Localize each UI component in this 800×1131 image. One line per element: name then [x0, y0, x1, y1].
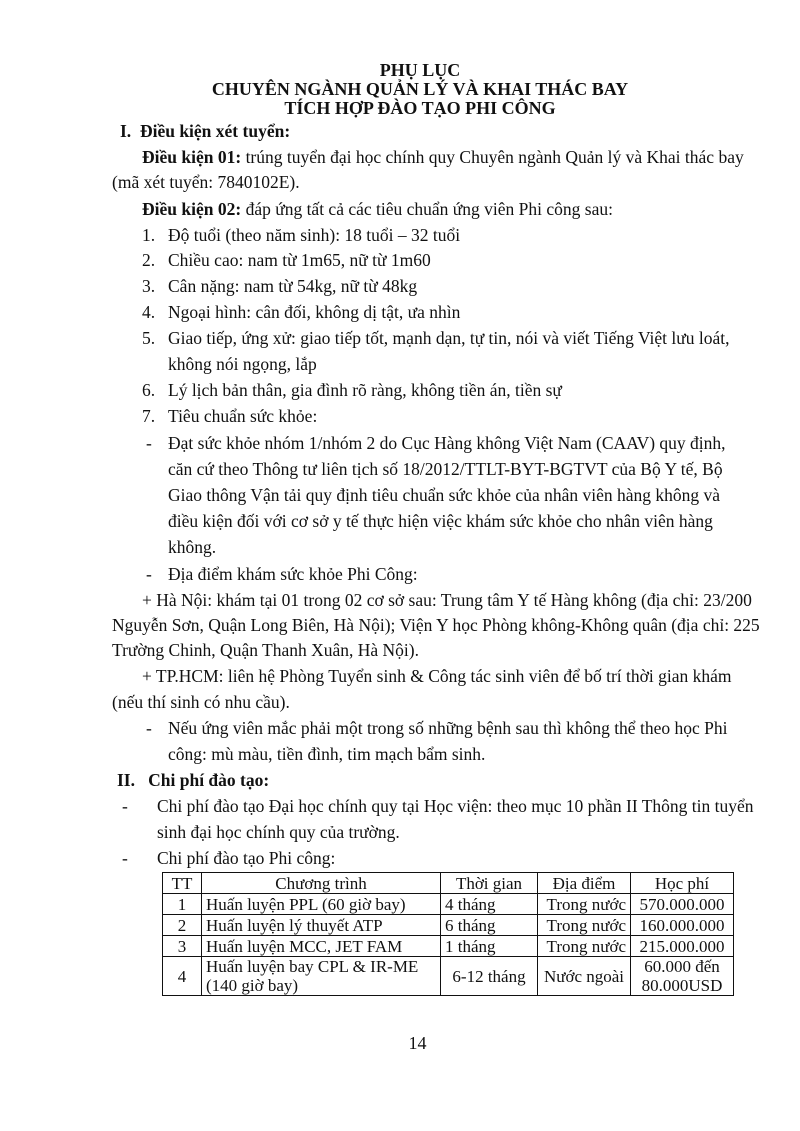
criterion-3-text: Cân nặng: nam từ 54kg, nữ từ 48kg: [168, 276, 418, 296]
location-dash: -: [146, 564, 152, 584]
criterion-number: 1.: [142, 225, 156, 245]
criterion-4: [142, 302, 155, 323]
criterion-number: 3.: [142, 276, 156, 296]
condition-2-label: Điều kiện 02:: [142, 199, 242, 219]
hanoi-line-3: Trường Chinh, Quận Thanh Xuân, Hà Nội).: [112, 640, 419, 660]
condition-1: [142, 147, 744, 168]
row-number: 4: [163, 957, 202, 996]
criterion-1: [142, 225, 155, 246]
table-row: [163, 915, 734, 936]
condition-1-text-cont: (mã xét tuyển: 7840102E).: [112, 172, 300, 192]
condition-1-label: Điều kiện 01:: [142, 147, 242, 167]
criterion-number: 2.: [142, 250, 156, 270]
row-time: 6-12 tháng: [441, 957, 538, 996]
location-title: Địa điểm khám sức khỏe Phi Công:: [168, 564, 418, 584]
criterion-number: 6.: [142, 380, 156, 400]
section-2-number: II.: [117, 770, 135, 790]
table-row: [163, 957, 734, 996]
section-1-heading: [120, 121, 290, 142]
criterion-number: 5.: [142, 328, 156, 348]
hcm-line-1: + TP.HCM: liên hệ Phòng Tuyển sinh & Công tác sinh viên để bố trí thời gian khám: [142, 666, 732, 686]
row-fee: 215.000.000: [631, 936, 734, 957]
criterion-5-text: Giao tiếp, ứng xử: giao tiếp tốt, mạnh dạn, tự tin, nói và viết Tiếng Việt lưu loát,: [168, 328, 730, 348]
column-header: TT: [163, 873, 202, 894]
hcm-line-2: (nếu thí sinh có nhu cầu).: [112, 692, 290, 712]
health-dash: -: [146, 433, 152, 453]
criterion-1-text: Độ tuổi (theo năm sinh): 18 tuổi – 32 tuổi: [168, 225, 461, 245]
row-number: 3: [163, 936, 202, 957]
row-place: Trong nước: [538, 936, 631, 957]
row-fee-line-1: 60.000 đến: [644, 957, 720, 976]
health-line-4: điều kiện đối với cơ sở y tế thực hiện việc khám sức khỏe cho nhân viên hàng: [168, 511, 713, 531]
row-fee: [631, 957, 734, 996]
section-2-heading: [117, 770, 269, 791]
criterion-5: [142, 328, 155, 349]
column-header: Thời gian: [441, 873, 538, 894]
criterion-2: [142, 250, 155, 271]
row-place: Trong nước: [538, 915, 631, 936]
row-number: 2: [163, 915, 202, 936]
column-header: Học phí: [631, 873, 734, 894]
row-program-line-1: Huấn luyện bay CPL & IR-ME: [206, 957, 419, 976]
criterion-4-text: Ngoại hình: cân đối, không dị tật, ưa nhìn: [168, 302, 461, 322]
criterion-6-text: Lý lịch bản thân, gia đình rõ ràng, không tiền án, tiền sự: [168, 380, 562, 400]
page-number: 14: [408, 1033, 427, 1053]
cost-dash-2: -: [122, 848, 128, 868]
row-program-line-2: (140 giờ bay): [206, 976, 299, 995]
column-header: Chương trình: [202, 873, 441, 894]
row-place: Nước ngoài: [538, 957, 631, 996]
row-fee-line-2: 80.000USD: [641, 976, 723, 995]
criterion-2-text: Chiều cao: nam từ 1m65, nữ từ 1m60: [168, 250, 431, 270]
major-title: CHUYÊN NGÀNH QUẢN LÝ VÀ KHAI THÁC BAY: [211, 79, 629, 99]
column-header: Địa điểm: [538, 873, 631, 894]
health-line-3: Giao thông Vận tải quy định tiêu chuẩn sức khỏe của nhân viên hàng không và: [168, 485, 721, 505]
cost-bullet-1-line-1: Chi phí đào tạo Đại học chính quy tại Học viện: theo mục 10 phần II Thông tin tuyển: [157, 796, 754, 816]
row-place: Trong nước: [538, 894, 631, 915]
row-time: 4 tháng: [441, 894, 538, 915]
cost-bullet-1-line-2: sinh đại học chính quy của trường.: [157, 822, 400, 842]
disease-line-1: Nếu ứng viên mắc phải một trong số những bệnh sau thì không thể theo học Phi: [168, 718, 728, 738]
row-time: 6 tháng: [441, 915, 538, 936]
table-row: [163, 936, 734, 957]
health-line-2: căn cứ theo Thông tư liên tịch số 18/2012/TTLT-BYT-BGTVT của Bộ Y tế, Bộ: [168, 459, 723, 479]
section-2-title: Chi phí đào tạo:: [148, 770, 270, 790]
disease-line-2: công: mù màu, tiền đình, tim mạch bẩm sinh.: [168, 744, 486, 764]
row-time: 1 tháng: [441, 936, 538, 957]
criterion-3: [142, 276, 155, 297]
row-fee: 570.000.000: [631, 894, 734, 915]
health-line-5: không.: [168, 537, 217, 557]
row-program: [202, 957, 441, 996]
cost-bullet-2: Chi phí đào tạo Phi công:: [157, 848, 336, 868]
section-1-title: Điều kiện xét tuyển:: [139, 121, 291, 141]
condition-2-text: đáp ứng tất cả các tiêu chuẩn ứng viên Phi công sau:: [241, 199, 613, 219]
criterion-7-text: Tiêu chuẩn sức khỏe:: [168, 406, 318, 426]
hanoi-line-1: + Hà Nội: khám tại 01 trong 02 cơ sở sau: Trung tâm Y tế Hàng không (địa chỉ: 23/200: [142, 590, 752, 610]
cost-dash-1: -: [122, 796, 128, 816]
table-header-row: [163, 873, 734, 894]
condition-2: [142, 199, 613, 220]
row-program: Huấn luyện MCC, JET FAM: [202, 936, 441, 957]
table-row: [163, 894, 734, 915]
pilot-fee-table: [162, 872, 734, 996]
health-line-1: Đạt sức khỏe nhóm 1/nhóm 2 do Cục Hàng không Việt Nam (CAAV) quy định,: [168, 433, 726, 453]
section-1-number: I.: [120, 121, 132, 141]
criterion-6: [142, 380, 155, 401]
criterion-number: 7.: [142, 406, 156, 426]
row-fee: 160.000.000: [631, 915, 734, 936]
appendix-title: PHỤ LỤC: [379, 60, 461, 80]
criterion-7: [142, 406, 155, 427]
criterion-5-text-cont: không nói ngọng, lắp: [168, 354, 317, 374]
row-program: Huấn luyện PPL (60 giờ bay): [202, 894, 441, 915]
criterion-number: 4.: [142, 302, 156, 322]
program-title: TÍCH HỢP ĐÀO TẠO PHI CÔNG: [284, 98, 556, 118]
row-number: 1: [163, 894, 202, 915]
condition-1-text: trúng tuyển đại học chính quy Chuyên ngành Quản lý và Khai thác bay: [241, 147, 744, 167]
disease-dash: -: [146, 718, 152, 738]
row-program: Huấn luyện lý thuyết ATP: [202, 915, 441, 936]
hanoi-line-2: Nguyễn Sơn, Quận Long Biên, Hà Nội); Viện Y học Phòng không-Không quân (địa chỉ: 225: [112, 615, 760, 635]
